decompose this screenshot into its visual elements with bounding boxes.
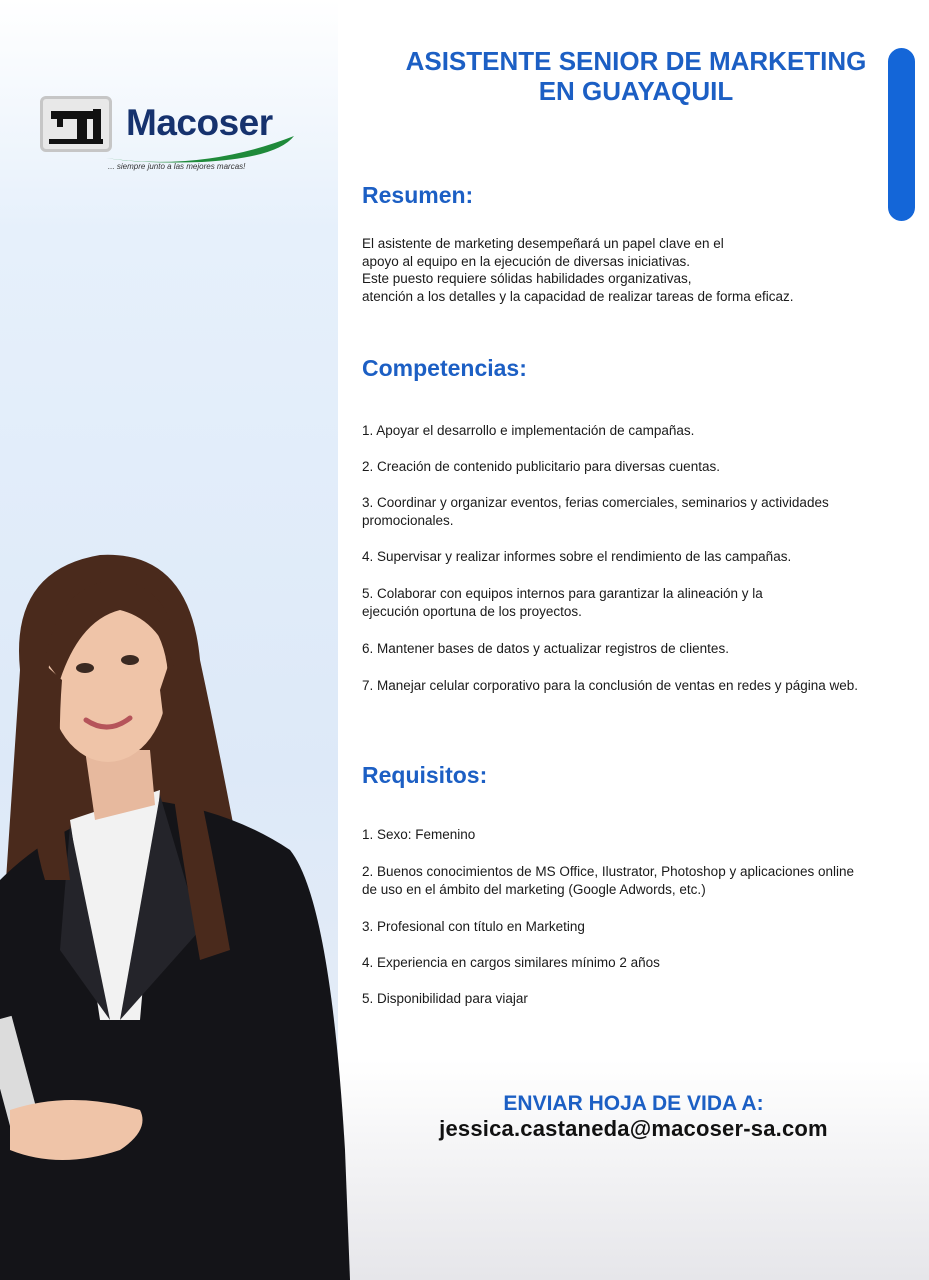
competencia-item: 4. Supervisar y realizar informes sobre el rendimiento de las campañas. — [362, 549, 792, 564]
competencia-item: 6. Mantener bases de datos y actualizar registros de clientes. — [362, 641, 729, 656]
job-title-line2: EN GUAYAQUIL — [538, 76, 734, 106]
requisitos-heading: Requisitos: — [362, 762, 488, 788]
job-title-line1: ASISTENTE SENIOR DE MARKETING — [405, 46, 867, 76]
competencias-heading: Competencias: — [362, 355, 527, 381]
businesswoman-photo — [0, 550, 350, 1280]
brand-name: Macoser — [126, 102, 273, 143]
resumen-line: El asistente de marketing desempeñará un papel clave en el — [362, 236, 724, 251]
requisito-item: 2. Buenos conocimientos de MS Office, Ilustrator, Photoshop y aplicaciones online de uso en el ámbito del marketing (Google Adwords, etc.) — [362, 864, 855, 897]
requisito-item: 5. Disponibilidad para viajar — [362, 991, 528, 1006]
contact-label: ENVIAR HOJA DE VIDA A: — [503, 1092, 764, 1115]
competencia-item: 5. Colaborar con equipos internos para garantizar la alineación y la ejecución oportuna de los proyectos. — [362, 586, 763, 619]
contact-email[interactable]: jessica.castaneda@macoser-sa.com — [439, 1116, 828, 1141]
requisito-item: 1. Sexo: Femenino — [362, 827, 476, 842]
requisito-item: 4. Experiencia en cargos similares mínimo 2 años — [362, 955, 660, 970]
resumen-heading: Resumen: — [362, 182, 474, 208]
competencia-item: 7. Manejar celular corporativo para la conclusión de ventas en redes y página web. — [362, 678, 859, 693]
resumen-line: atención a los detalles y la capacidad de realizar tareas de forma eficaz. — [362, 288, 794, 304]
resumen-line: apoyo al equipo en la ejecución de diversas iniciativas. — [362, 253, 690, 269]
competencia-item: 1. Apoyar el desarrollo e implementación de campañas. — [362, 423, 695, 438]
brand-tagline: ... siempre junto a las mejores marcas! — [108, 162, 246, 171]
requisito-item: 3. Profesional con título en Marketing — [362, 919, 585, 934]
resumen-text — [362, 235, 872, 305]
job-title — [346, 46, 926, 106]
resumen-line: Este puesto requiere sólidas habilidades organizativas, — [362, 271, 692, 286]
competencia-item: 3. Coordinar y organizar eventos, ferias comerciales, seminarios y actividades promocionales. — [362, 495, 829, 528]
competencia-item: 2. Creación de contenido publicitario para diversas cuentas. — [362, 459, 720, 474]
macoser-logo — [40, 96, 300, 176]
